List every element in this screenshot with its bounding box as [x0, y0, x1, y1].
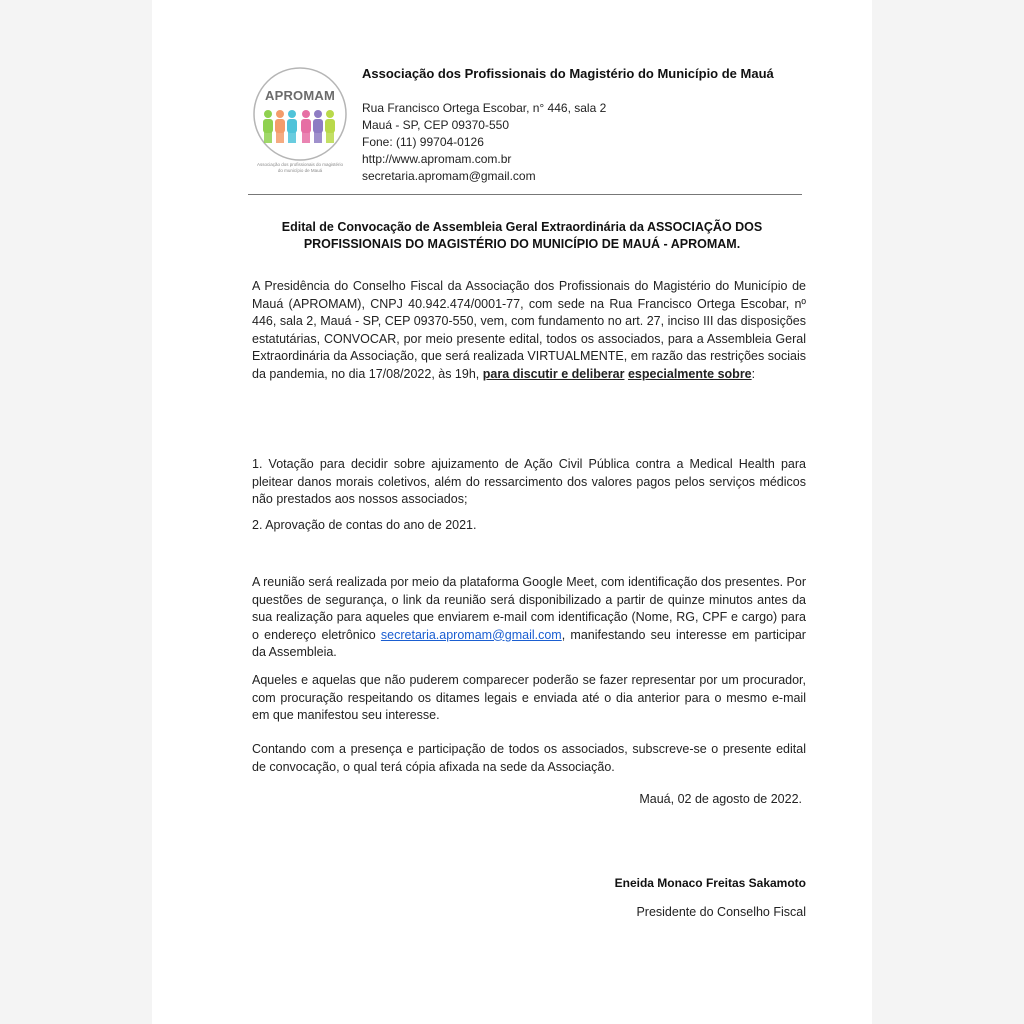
logo-person-legs	[276, 132, 284, 143]
logo-person-head	[288, 110, 296, 118]
document-date: Mauá, 02 de agosto de 2022.	[639, 792, 802, 806]
logo-person-head	[276, 110, 284, 118]
signatory-role: Presidente do Conselho Fiscal	[636, 905, 806, 919]
logo-title: APROMAM	[264, 88, 335, 103]
logo-person-body	[287, 119, 297, 133]
logo-caption: Associação dos profissionais do magistério do município de Mauá	[256, 162, 344, 173]
intro-text: A Presidência do Conselho Fiscal da Associação dos Profissionais do Magistério do Município de Mauá (APROMAM), CNPJ 40.942.474/0001-77, com sede na Rua Francisco Ortega Escobar, nº 446, sala 2, Mauá - SP, CEP 09370-550, vem, com fundamento no art. 27, inciso III das disposições estatutárias, CONVOCAR, por meio presente edital, todos os associados, para a Assembleia Geral Extraordinária da Associação, que será realizada VIRTUALMENTE, em razão das restrições sociais da pandemia, no dia 17/08/2022, às 19h,	[252, 279, 806, 381]
logo-person-body	[263, 119, 273, 133]
address-block	[362, 100, 662, 185]
meeting-text-after: , manifestando seu interesse em participar da Assembleia.	[252, 627, 806, 659]
contact-email[interactable]: secretaria.apromam@gmail.com	[362, 169, 536, 183]
apromam-logo	[252, 66, 348, 186]
logo-person-head	[326, 110, 334, 118]
title-line-1: Edital de Convocação de Assembleia Geral Extraordinária da ASSOCIAÇÃO DOS	[281, 220, 763, 234]
logo-person-body	[301, 119, 311, 133]
intro-emphasis-2: especialmente sobre	[627, 366, 752, 381]
logo-person-legs	[264, 132, 272, 143]
logo-person-head	[264, 110, 272, 118]
header-divider	[248, 194, 802, 195]
logo-person-legs	[314, 132, 322, 143]
website[interactable]: http://www.apromam.com.br	[362, 152, 512, 166]
address-city: Mauá - SP, CEP 09370-550	[362, 118, 509, 132]
address-line: Rua Francisco Ortega Escobar, n° 446, sala 2	[362, 101, 607, 115]
agenda-item-1: 1. Votação para decidir sobre ajuizamento de Ação Civil Pública contra a Medical Health para pleitear danos morais coletivos, além do ressarcimento dos valores pagos pelos serviços médicos não prestados aos nossos associados;	[252, 457, 806, 506]
logo-emblem-icon	[252, 66, 348, 162]
logo-person-head	[302, 110, 310, 118]
intro-emphasis-1: para discutir e deliberar	[482, 366, 625, 381]
logo-person-body	[275, 119, 285, 133]
logo-person-legs	[326, 132, 334, 143]
intro-paragraph	[252, 278, 806, 383]
document-title	[262, 219, 782, 253]
proxy-paragraph: Aqueles e aquelas que não puderem comparecer poderão se fazer representar por um procurador, com procuração respeitando os ditames legais e enviada até o dia anterior para o mesmo e-mail em que manifestou seu interesse.	[252, 673, 806, 722]
agenda-item-2: 2. Aprovação de contas do ano de 2021.	[252, 518, 477, 532]
logo-person-body	[313, 119, 323, 133]
logo-person-legs	[302, 132, 310, 143]
logo-person-body	[325, 119, 335, 133]
logo-person-head	[314, 110, 322, 118]
closing-paragraph: Contando com a presença e participação de todos os associados, subscreve-se o presente edital de convocação, o qual terá cópia afixada na sede da Associação.	[252, 742, 806, 774]
organization-name: Associação dos Profissionais do Magistério do Município de Mauá	[362, 66, 774, 81]
phone: Fone: (11) 99704-0126	[362, 135, 484, 149]
meeting-text: A reunião será realizada por meio da plataforma Google Meet, com identificação dos presentes. Por questões de segurança, o link da reunião será disponibilizado a partir de quinze minutos antes da sua realização para aqueles que enviarem e-mail com identificação (Nome, RG, CPF e cargo) para o endereço eletrônico	[252, 575, 806, 642]
title-line-2: PROFISSIONAIS DO MAGISTÉRIO DO MUNICÍPIO DE MAUÁ - APROMAM.	[303, 237, 741, 251]
meeting-email-link[interactable]: secretaria.apromam@gmail.com	[380, 627, 562, 642]
intro-suffix: :	[751, 366, 756, 381]
logo-person-legs	[288, 132, 296, 143]
document-page	[152, 0, 872, 1024]
meeting-paragraph	[252, 574, 806, 662]
signatory-name: Eneida Monaco Freitas Sakamoto	[614, 876, 806, 890]
